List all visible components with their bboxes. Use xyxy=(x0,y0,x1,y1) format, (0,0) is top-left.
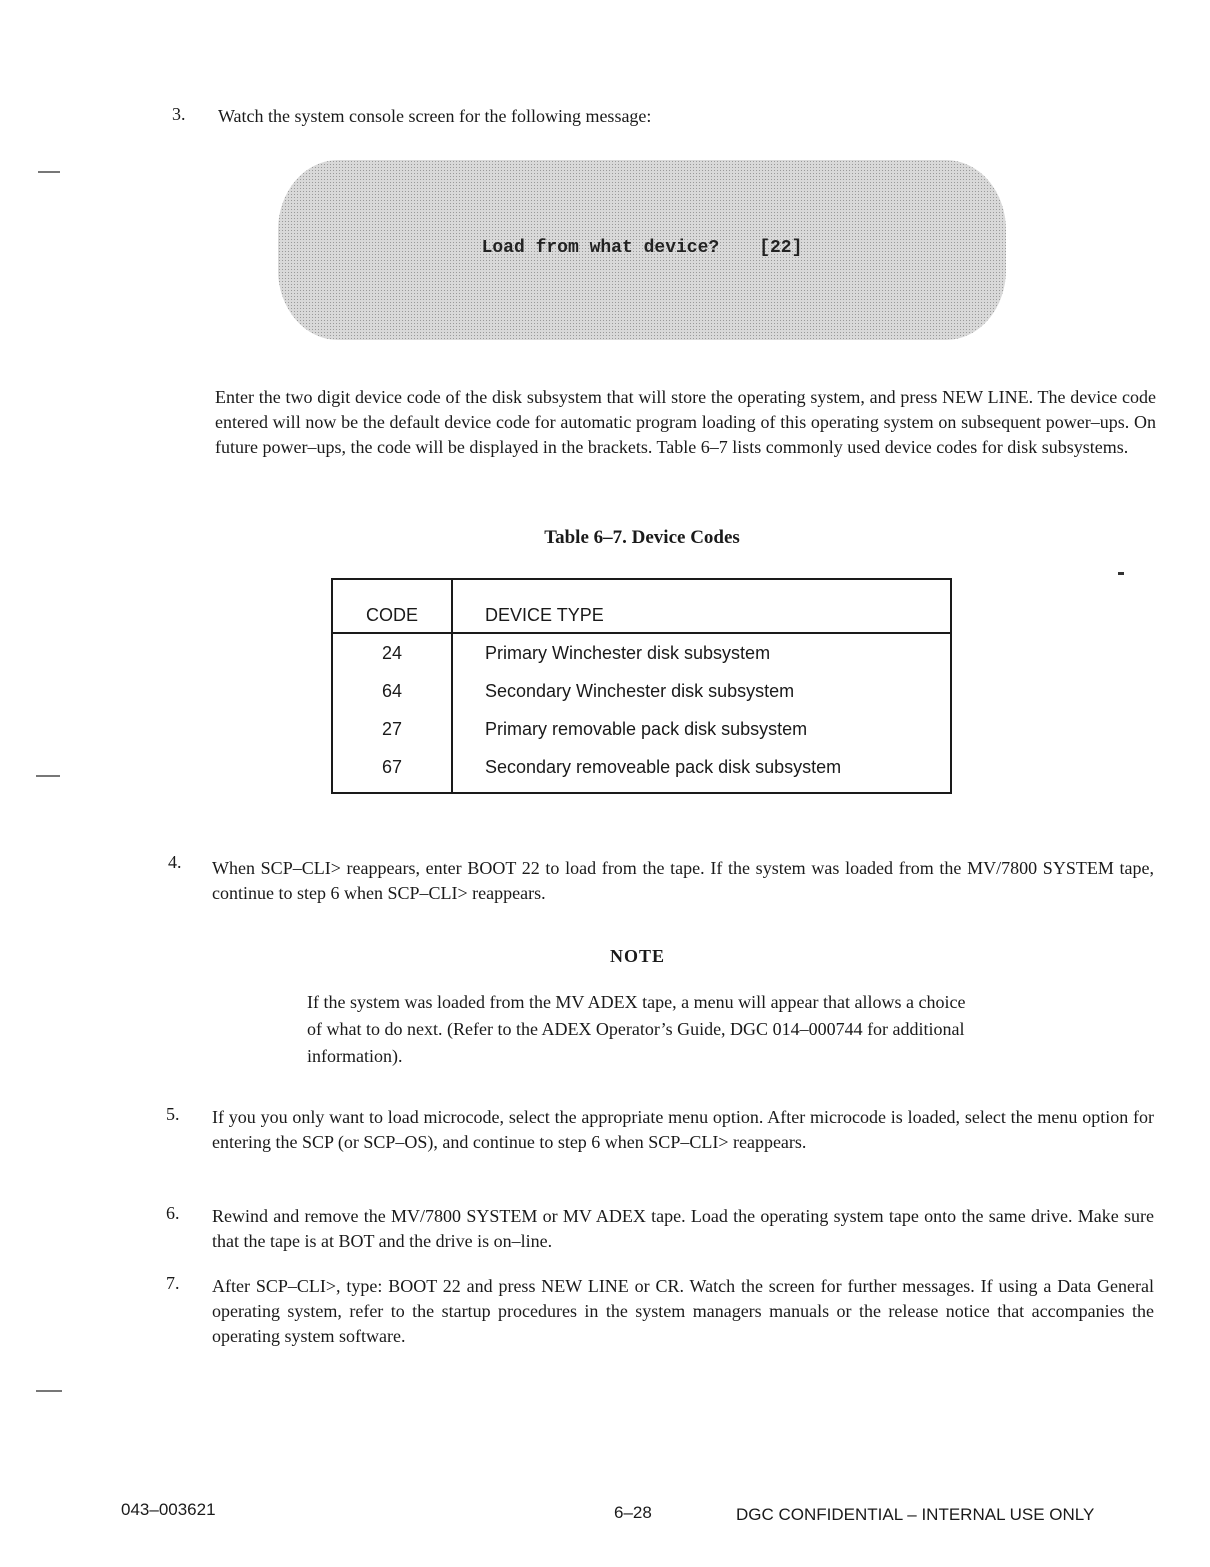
step-7-text: After SCP–CLI>, type: BOOT 22 and press NEW LINE or CR. Watch the screen for further messages. If using a Data General operating system, refer to the startup procedures in the system managers manuals or the release notice that accompanies the operating system software. xyxy=(212,1276,1154,1346)
table-row xyxy=(332,710,951,748)
table-title: Table 6–7. Device Codes xyxy=(544,527,740,548)
step-4-text: When SCP–CLI> reappears, enter BOOT 22 to load from the tape. If the system was loaded from the MV/7800 SYSTEM tape, continue to step 6 when SCP–CLI> reappears. xyxy=(212,858,1154,903)
footer-doc-number: 043–003621 xyxy=(121,1500,216,1519)
scan-mark xyxy=(38,171,60,173)
header-device-type: DEVICE TYPE xyxy=(452,579,951,633)
step-6-text: Rewind and remove the MV/7800 SYSTEM or MV ADEX tape. Load the operating system tape onto the same drive. Make sure that the tape is at BOT and the drive is on–line. xyxy=(212,1206,1154,1251)
footer-page-number: 6–28 xyxy=(614,1503,652,1522)
code-cell: 67 xyxy=(332,748,452,793)
header-code: CODE xyxy=(332,579,452,633)
scan-mark xyxy=(1118,572,1124,575)
console-default-code: [22] xyxy=(759,238,803,258)
table-row xyxy=(332,672,951,710)
scan-mark xyxy=(36,775,60,777)
device-type-cell: Primary removable pack disk subsystem xyxy=(485,718,808,739)
console-message xyxy=(278,238,1006,258)
step-5-number: 5. xyxy=(166,1104,180,1124)
console-prompt: Load from what device? xyxy=(481,238,720,258)
device-type-cell: Secondary removeable pack disk subsystem xyxy=(485,756,842,777)
code-cell: 24 xyxy=(332,633,452,672)
note-text: If the system was loaded from the MV ADEX tape, a menu will appear that allows a choice of what to do next. (Refer to the ADEX Operator’s Guide, DGC 014–000744 for additional information). xyxy=(307,992,966,1066)
table-row xyxy=(332,748,951,793)
step-3-instruction: Watch the system console screen for the following message: xyxy=(218,106,652,126)
step-7-number: 7. xyxy=(166,1273,180,1293)
code-cell: 64 xyxy=(332,672,452,710)
note-heading: NOTE xyxy=(610,946,666,966)
step-5-text: If you you only want to load microcode, select the appropriate menu option. After microcode is loaded, select the menu option for entering the SCP (or SCP–OS), and continue to step 6 when SCP–CLI> reappears. xyxy=(212,1107,1154,1152)
table-row xyxy=(332,633,951,672)
code-cell: 27 xyxy=(332,710,452,748)
step-6-number: 6. xyxy=(166,1203,180,1223)
step-4-number: 4. xyxy=(168,852,182,872)
scan-mark xyxy=(36,1390,62,1392)
step-3-body: Enter the two digit device code of the disk subsystem that will store the operating system, and press NEW LINE. The device code entered will now be the default device code for automatic program loading of this operating system on subsequent power–ups. On future power–ups, the code will be displayed in the brackets. Table 6–7 lists commonly used device codes for disk subsystems. xyxy=(215,387,1156,457)
console-screen-box xyxy=(278,160,1006,340)
device-type-cell: Secondary Winchester disk subsystem xyxy=(485,680,795,701)
step-3-number: 3. xyxy=(172,104,186,124)
footer-confidentiality: DGC CONFIDENTIAL – INTERNAL USE ONLY xyxy=(736,1505,1095,1524)
device-type-cell: Primary Winchester disk subsystem xyxy=(485,642,771,663)
table-header-row xyxy=(332,579,951,633)
device-codes-table xyxy=(331,578,952,794)
